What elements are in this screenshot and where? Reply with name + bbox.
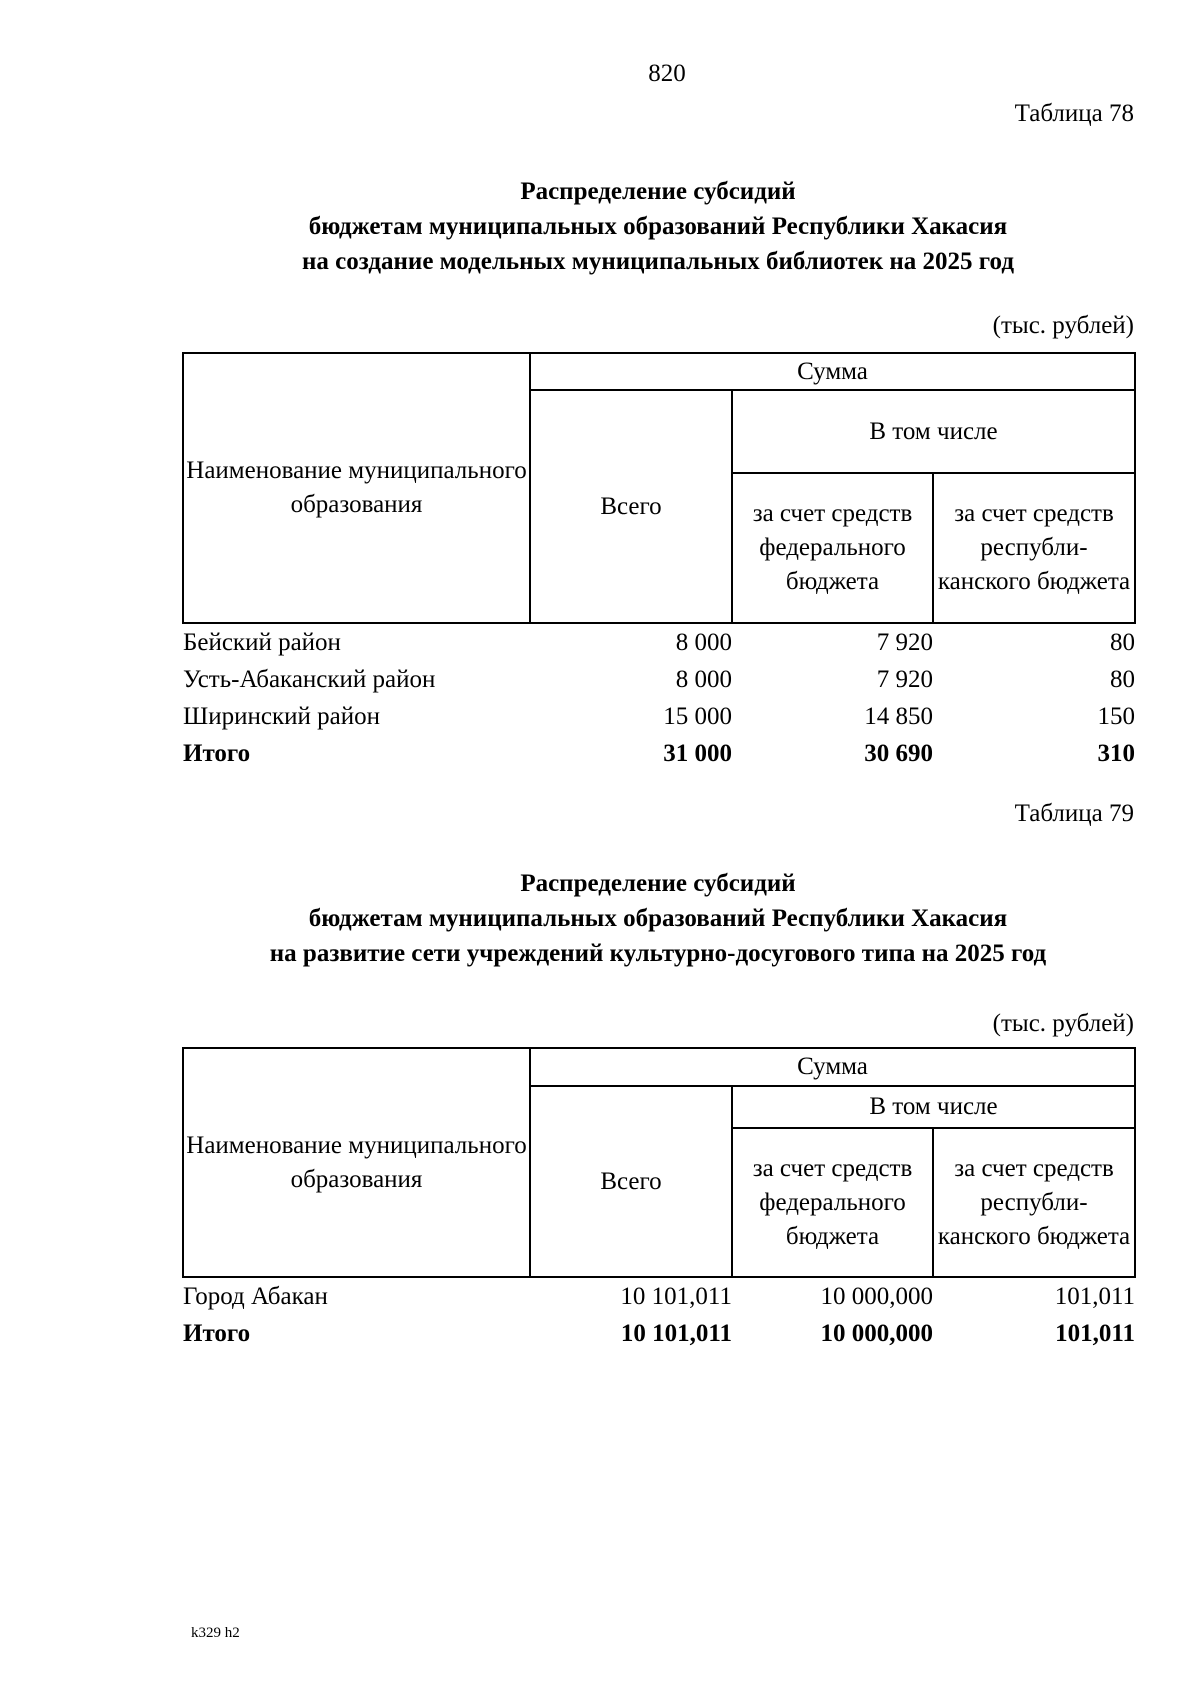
row-name: Усть-Абаканский район: [183, 666, 436, 693]
row-republic: 101,011: [1054, 1283, 1136, 1310]
total-federal: 10 000,000: [820, 1320, 933, 1347]
units-label: (тыс. рублей): [992, 1010, 1134, 1037]
table-78-title: [0, 174, 1200, 279]
units-label: (тыс. рублей): [992, 312, 1134, 339]
header-republic: за счет средств республи-канского бюджета: [933, 1128, 1135, 1277]
row-republic: 150: [1097, 703, 1136, 730]
row-federal: 10 000,000: [820, 1283, 933, 1310]
row-name: Бейский район: [183, 629, 341, 656]
total-total: 31 000: [663, 740, 732, 767]
row-federal: 7 920: [876, 629, 933, 656]
header-republic: за счет средств республи-канского бюджета: [933, 473, 1135, 623]
total-total: 10 101,011: [620, 1320, 732, 1347]
row-republic: 80: [1110, 629, 1136, 656]
table-78-label: Таблица 78: [1014, 100, 1134, 127]
table-row: [183, 1277, 1135, 1315]
title-line: Распределение субсидий: [520, 178, 796, 205]
header-including: В том числе: [732, 390, 1135, 473]
header-name: Наименование муниципального образования: [183, 353, 530, 623]
header-total: Всего: [530, 390, 732, 623]
table-79-label: Таблица 79: [1014, 800, 1134, 827]
total-name: Итого: [183, 740, 251, 767]
title-line: на развитие сети учреждений культурно-досугового типа на 2025 год: [269, 940, 1047, 967]
header-federal: за счет средств федерального бюджета: [732, 1128, 933, 1277]
total-row: [183, 1315, 1135, 1352]
total-federal: 30 690: [864, 740, 933, 767]
page-number: 820: [648, 60, 686, 87]
subsidy-table-79: [182, 1047, 1136, 1352]
total-republic: 310: [1097, 740, 1136, 767]
row-total: 10 101,011: [620, 1283, 732, 1310]
table-row: [183, 623, 1135, 661]
row-federal: 7 920: [876, 666, 933, 693]
header-sum: Сумма: [530, 353, 1135, 390]
header-total: Всего: [530, 1086, 732, 1277]
table-row: [183, 698, 1135, 735]
header-name: Наименование муниципального образования: [183, 1048, 530, 1277]
row-republic: 80: [1110, 666, 1136, 693]
row-total: 8 000: [675, 629, 732, 656]
header-sum: Сумма: [530, 1048, 1135, 1086]
table-79-title: [0, 866, 1200, 971]
header-federal: за счет средств федерального бюджета: [732, 473, 933, 623]
row-federal: 14 850: [864, 703, 933, 730]
title-line: бюджетам муниципальных образований Республики Хакасия: [308, 905, 1008, 932]
table-row: [183, 661, 1135, 698]
total-republic: 101,011: [1055, 1320, 1136, 1347]
total-row: [183, 735, 1135, 772]
footer-code: k329 h2: [191, 1625, 240, 1641]
title-line: на создание модельных муниципальных библиотек на 2025 год: [302, 248, 1014, 275]
title-line: Распределение субсидий: [520, 870, 796, 897]
row-name: Город Абакан: [183, 1283, 328, 1310]
row-total: 15 000: [663, 703, 732, 730]
row-total: 8 000: [675, 666, 732, 693]
subsidy-table-78: [182, 352, 1136, 772]
total-name: Итого: [183, 1320, 251, 1347]
row-name: Ширинский район: [183, 703, 380, 730]
title-line: бюджетам муниципальных образований Республики Хакасия: [308, 213, 1008, 240]
header-including: В том числе: [732, 1086, 1135, 1128]
